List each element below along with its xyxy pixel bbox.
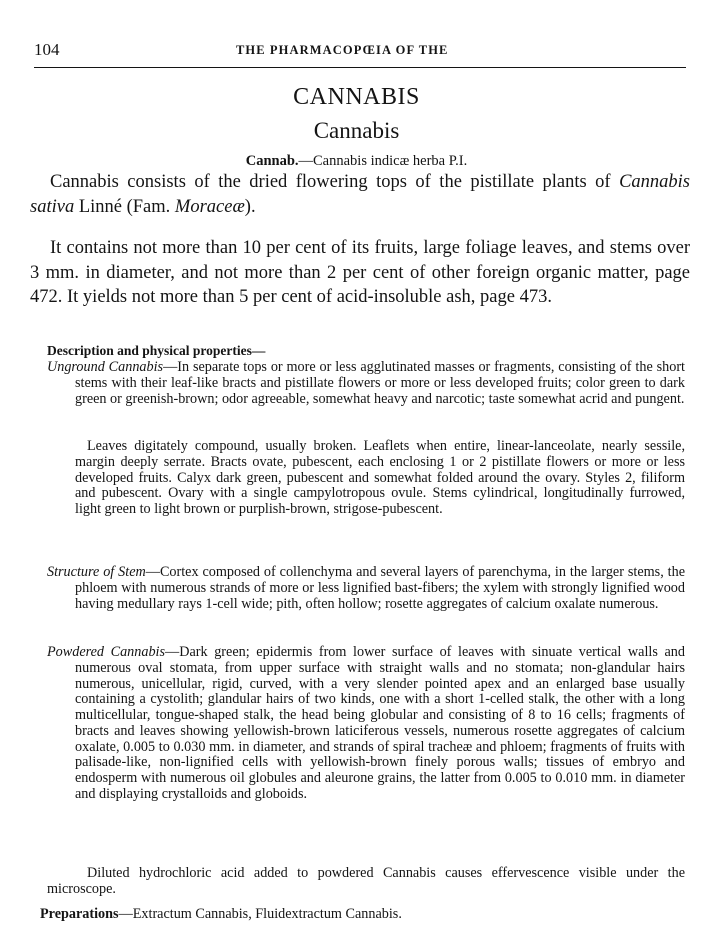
definition-paragraph: Cannabis consists of the dried flowering tops of the pistillate plants of Cannabis sativa Linné (Fam. Moraceæ). xyxy=(30,172,690,217)
header-rule xyxy=(34,67,686,68)
powdered-cannabis-label: Powdered Cannabis xyxy=(47,644,166,660)
page-number: 104 xyxy=(34,40,60,59)
preparations-label: Preparations xyxy=(40,906,119,922)
description-heading: Description and physical properties— xyxy=(47,343,266,358)
monograph-subtitle: Cannabis xyxy=(313,118,400,143)
preparations-text: —Extractum Cannabis, Fluidextractum Cannabis. xyxy=(118,906,402,922)
monograph-title: CANNABIS xyxy=(293,84,420,110)
leaves-paragraph: Leaves digitately compound, usually broken. Leaflets when entire, linear-lanceolate, nearly sessile, margin deeply serrate. Bracts ovate, pubescent, each enclosing 1 or 2 pistillate flowers or more or less developed fruits. Calyx dark green, pubescent and somewhat folded around the ovary. Styles 2, filiform and pubescent. Ovary with a single campylotropous ovule. Stems cylindrical, longitudinally furrowed, light green to light brown or purplish-brown, strigose-pubescent. xyxy=(75,438,685,517)
structure-of-stem-paragraph: Structure of Stem—Cortex composed of collenchyma and several layers of parenchyma, in the larger stems, the phloem with numerous strands of more or less lignified bast-fibers; the xylem with strongly lignified wood having medullary rays 1-cell wide; pith, often hollow; rosette aggregates of calcium oxalate numerous. xyxy=(47,564,685,612)
species-name: Cannabis sativa xyxy=(30,172,690,217)
running-header xyxy=(34,40,685,64)
structure-of-stem-label: Structure of Stem xyxy=(47,564,146,580)
official-abbreviation-line xyxy=(0,153,713,170)
unground-cannabis-paragraph: Unground Cannabis—In separate tops or more or less agglutinated masses or fragments, consisting of the short stems with their leaf-like bracts and pistillate flowers or more or less developed fruits; color green to dark green or greenish-brown; odor agreeable, somewhat heavy and narcotic; taste somewhat acrid and pungent. xyxy=(47,359,685,407)
unground-cannabis-label: Unground Cannabis xyxy=(47,359,164,375)
running-title: THE PHARMACOPŒIA OF THE xyxy=(236,43,449,57)
family-name: Moraceæ xyxy=(174,196,245,217)
latin-title: —Cannabis indicæ herba P.I. xyxy=(298,153,468,169)
powdered-cannabis-paragraph: Powdered Cannabis—Dark green; epidermis from lower surface of leaves with sinuate vertical walls and numerous oval stomata, from upper surface with straight walls and no stomata; non-glandular hairs numerous, unicellular, rigid, curved, with a very slender pointed apex and an enlarged base usually containing a cystolith; glandular hairs of two kinds, one with a short 1-celled stalk, the other with a long multicellular, tongue-shaped stalk, the head being globular and consisting of 8 to 16 cells; fragments of bracts and leaves showing yellowish-brown laticiferous vessels, numerous rosette aggregates of calcium oxalate, 0.005 to 0.030 mm. in diameter, and strands of spiral tracheæ and phloem; fragments of fruits with palisade-like, non-lignified cells with yellowish-brown finely porous walls; tissues of embryo and endosperm with numerous oil globules and aleurone grains, the latter from 0.005 to 0.010 mm. in diameter and displaying crystalloids and globoids. xyxy=(47,644,685,802)
acid-test-paragraph: Diluted hydrochloric acid added to powdered Cannabis causes effervescence visible under the microscope. xyxy=(47,865,685,897)
limits-paragraph: It contains not more than 10 per cent of its fruits, large foliage leaves, and stems over 3 mm. in diameter, and not more than 2 per cent of other foreign organic matter, page 472. It yields not more than 5 per cent of acid-insoluble ash, page 473. xyxy=(30,238,690,307)
preparations-line xyxy=(40,906,402,923)
official-abbreviation: Cannab. xyxy=(245,153,299,169)
